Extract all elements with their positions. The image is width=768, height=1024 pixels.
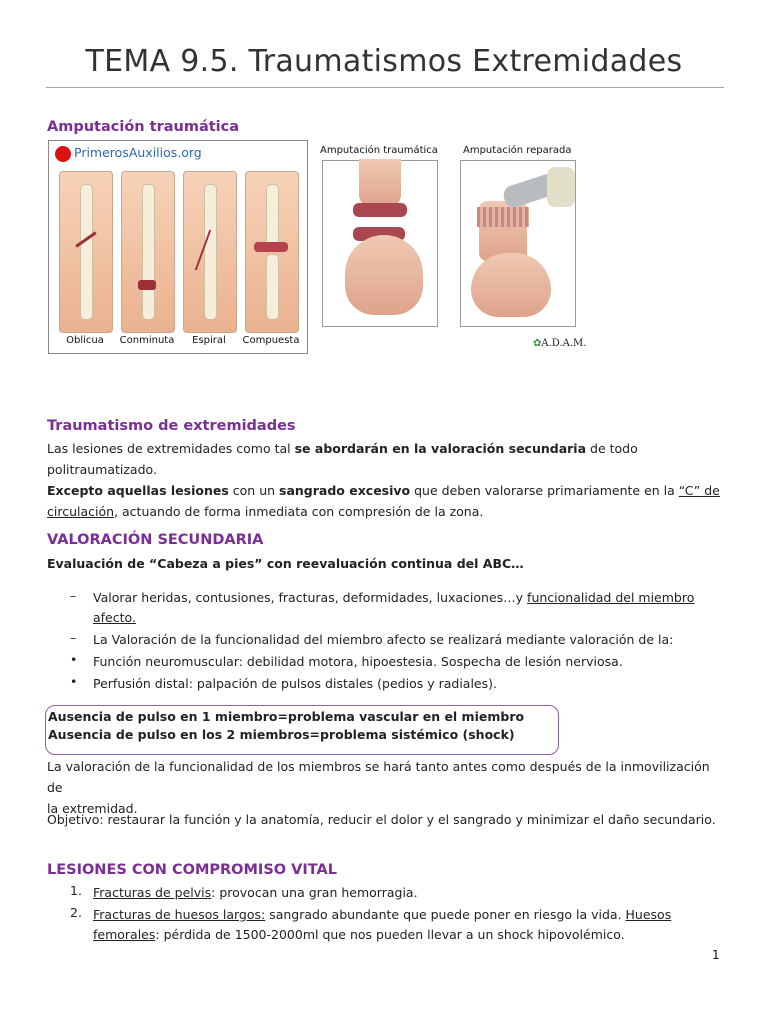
bullet-marker: • xyxy=(70,652,78,667)
dash-marker: – xyxy=(70,630,77,645)
text: Las lesiones de extremidades como tal xyxy=(47,441,295,456)
bone-icon xyxy=(142,184,155,320)
underlined-text: funcionalidad del miembro xyxy=(527,590,695,605)
text: sangrado abundante que puede poner en riesgo la vida. xyxy=(265,907,626,922)
section-heading-lesiones-vitales: LESIONES CON COMPROMISO VITAL xyxy=(47,862,337,878)
underlined-text: Fracturas de pelvis xyxy=(93,885,212,900)
label-espiral: Espiral xyxy=(192,335,226,346)
fracture-types-figure xyxy=(48,140,308,354)
gloved-hand-illustration xyxy=(547,167,575,207)
primeros-auxilios-logo xyxy=(55,145,202,162)
leg-espiral-illustration xyxy=(183,171,237,333)
section-heading-amputacion: Amputación traumática xyxy=(47,119,240,135)
dash-marker: – xyxy=(70,588,77,603)
text: la extremidad. xyxy=(47,801,138,816)
text: : pérdida de 1500-2000ml que nos pueden llevar a un shock hipovolémico. xyxy=(155,927,625,942)
leg-compuesta-illustration xyxy=(245,171,299,333)
bone-icon xyxy=(80,184,93,320)
emphasis-text: se abordarán en la valoración secundaria xyxy=(294,441,587,456)
label-conminuta: Conminuta xyxy=(119,335,175,346)
underlined-text: afecto. xyxy=(93,610,136,625)
bullet-marker: • xyxy=(70,674,78,689)
callout-text xyxy=(48,708,524,744)
text: La valoración de la funcionalidad de los miembros se hará tanto antes como después de la inmovilización de xyxy=(47,759,710,795)
valoracion-subheading: Evaluación de “Cabeza a pies” con reevaluación continua del ABC… xyxy=(47,556,524,571)
text: Valorar heridas, contusiones, fracturas, deformidades, luxaciones…y xyxy=(93,590,528,605)
callout-line: Ausencia de pulso en los 2 miembros=problema sistémico (shock) xyxy=(48,727,515,742)
list-item-perfusion: Perfusión distal: palpación de pulsos distales (pedios y radiales). xyxy=(93,676,497,691)
repaired-hand-illustration xyxy=(471,253,551,317)
amputation-panel xyxy=(322,160,438,327)
list-number: 1. xyxy=(70,883,82,898)
emphasis-text: Excepto aquellas lesiones xyxy=(47,483,229,498)
list-item-valorar xyxy=(93,588,723,628)
list-item-funcionalidad: La Valoración de la funcionalidad del miembro afecto se realizará mediante valoración de la: xyxy=(93,632,674,647)
list-item-neuromuscular: Función neuromuscular: debilidad motora, hipoestesia. Sospecha de lesión nerviosa. xyxy=(93,654,623,669)
list-item-huesos-largos xyxy=(93,905,723,945)
page-number: 1 xyxy=(712,948,720,962)
text: que deben valorarse primariamente en la xyxy=(410,483,679,498)
repaired-panel xyxy=(460,160,576,327)
adam-credit-text: A.D.A.M. xyxy=(541,338,587,349)
adam-credit xyxy=(533,338,586,349)
section-heading-traumatismo: Traumatismo de extremidades xyxy=(47,418,296,434)
leg-oblicua-illustration xyxy=(59,171,113,333)
text: , actuando de forma inmediata con compresión de la zona. xyxy=(114,504,484,519)
label-compuesta: Compuesta xyxy=(242,335,300,346)
text: : provocan una gran hemorragia. xyxy=(211,885,418,900)
label-oblicua: Oblicua xyxy=(66,335,104,346)
paragraph-objetivo: Objetivo: restaurar la función y la anatomía, reducir el dolor y el sangrado y minimizar el daño secundario. xyxy=(47,812,716,827)
adam-logo-icon: ✿ xyxy=(533,338,542,349)
callout-line: Ausencia de pulso en 1 miembro=problema vascular en el miembro xyxy=(48,709,525,724)
bone-icon xyxy=(266,184,279,246)
caption-amputacion-traumatica: Amputación traumática xyxy=(320,145,438,156)
section-heading-valoracion: VALORACIÓN SECUNDARIA xyxy=(47,532,264,548)
text: de todo politraumatizado. xyxy=(47,441,638,477)
underlined-text: Fracturas de huesos largos: xyxy=(93,907,266,922)
forearm-stump-illustration xyxy=(359,159,401,207)
text: con un xyxy=(228,483,280,498)
underlined-text: “C” de xyxy=(678,483,720,498)
severed-hand-illustration xyxy=(345,235,423,315)
title-divider xyxy=(46,87,724,88)
suture-line xyxy=(477,207,529,227)
logo-icon xyxy=(55,146,71,162)
logo-text: PrimerosAuxilios.org xyxy=(74,145,202,160)
paragraph-lesiones xyxy=(47,438,727,522)
leg-conminuta-illustration xyxy=(121,171,175,333)
underlined-text: Huesos xyxy=(625,907,672,922)
underlined-text: femorales xyxy=(93,927,156,942)
list-item-pelvis xyxy=(93,883,418,903)
emphasis-text: sangrado excesivo xyxy=(279,483,411,498)
page-title: TEMA 9.5. Traumatismos Extremidades xyxy=(85,44,683,79)
underlined-text: circulación xyxy=(47,504,115,519)
caption-amputacion-reparada: Amputación reparada xyxy=(463,145,572,156)
list-number: 2. xyxy=(70,905,82,920)
